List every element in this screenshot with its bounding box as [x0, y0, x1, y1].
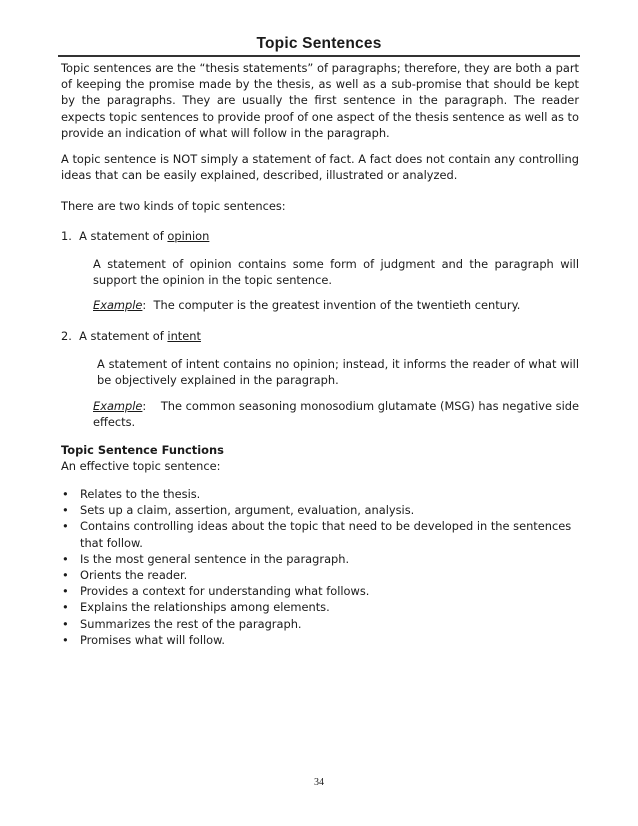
- bullet-icon: •: [62, 503, 69, 518]
- bullet-icon: •: [62, 519, 69, 534]
- kind-2-description: A statement of intent contains no opinion; instead, it informs the reader of what will be objectively explained in the paragraph.: [97, 357, 579, 388]
- list-item: • Promises what will follow.: [62, 632, 226, 647]
- page-title: Topic Sentences: [256, 35, 382, 52]
- kind-1-example: Example: The computer is the greatest invention of the twentieth century.: [93, 298, 521, 312]
- functions-intro: An effective topic sentence:: [61, 459, 221, 473]
- kind-2-prefix: A statement of: [79, 329, 164, 343]
- kind-1-example-label: Example: [93, 298, 143, 312]
- kind-2-example-text: The common seasoning monosodium glutamate (MSG) has negative side effects.: [93, 399, 579, 430]
- kind-2-number: 2.: [61, 329, 72, 343]
- list-item: • Sets up a claim, assertion, argument, evaluation, analysis.: [62, 503, 415, 518]
- kind-2-heading: [61, 328, 579, 344]
- page-number: 34: [314, 777, 324, 788]
- kind-1-example-text: The computer is the greatest invention of the twentieth century.: [153, 298, 521, 312]
- kind-1-heading: [61, 228, 579, 244]
- list-item: • Explains the relationships among elements.: [62, 600, 330, 615]
- kind-1-term: opinion: [167, 229, 210, 243]
- bullet-icon: •: [62, 487, 69, 501]
- bullet-icon: •: [62, 584, 69, 599]
- list-item: • Is the most general sentence in the paragraph.: [62, 551, 350, 566]
- bullet-icon: •: [62, 616, 69, 631]
- bullet-icon: •: [62, 551, 69, 566]
- kind-1-number: 1.: [61, 229, 72, 243]
- functions-heading: Topic Sentence Functions: [61, 443, 224, 457]
- list-item: • Relates to the thesis.: [62, 487, 201, 501]
- not-fact-paragraph: A topic sentence is NOT simply a statement of fact. A fact does not contain any controlling ideas that can be easily explained, described, illustrated or analyzed.: [61, 152, 579, 183]
- kind-1-prefix: A statement of: [79, 229, 164, 243]
- bullet-icon: •: [62, 600, 69, 615]
- list-item: • Provides a context for understanding what follows.: [62, 584, 370, 599]
- functions-list: [61, 486, 579, 648]
- two-kinds-line: There are two kinds of topic sentences:: [61, 199, 286, 213]
- list-item: • Contains controlling ideas about the topic that need to be developed in the sentences that follow.: [62, 519, 572, 550]
- kind-2-term: intent: [167, 329, 201, 343]
- bullet-icon: •: [62, 568, 69, 583]
- title-rule: [58, 55, 580, 57]
- intro-paragraph: Topic sentences are the “thesis statements” of paragraphs; therefore, they are both a part of keeping the promise made by the thesis, as well as a sub-promise that should be kept by the paragraphs. They are usually the first sentence in the paragraph. The reader expects topic sentences to provide proof of one aspect of the thesis sentence as well as to provide an indication of what will follow in the paragraph.: [61, 61, 579, 140]
- list-item: • Summarizes the rest of the paragraph.: [62, 616, 302, 631]
- kind-2-example-label: Example: [93, 399, 143, 413]
- kind-2-example: Example: The common seasoning monosodium glutamate (MSG) has negative side effects.: [93, 399, 579, 430]
- bullet-icon: •: [62, 632, 69, 647]
- list-item: • Orients the reader.: [62, 568, 188, 583]
- kind-1-description: A statement of opinion contains some form of judgment and the paragraph will support the opinion in the topic sentence.: [93, 257, 579, 288]
